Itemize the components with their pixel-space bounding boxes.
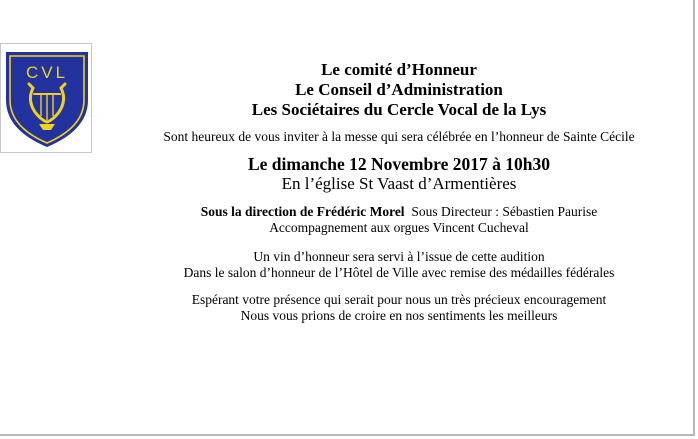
reception-line-1: Un vin d’honneur sera servi à l’issue de cette audition: [253, 249, 545, 264]
cvl-shield-logo: [3, 48, 91, 150]
logo-text: CVL: [25, 63, 69, 82]
invitation-text: Sont heureux de vous inviter à la messe qui sera célébrée en l’honneur de Sainte Cécile: [163, 129, 635, 144]
reception-line-2: Dans le salon d’honneur de l’Hôtel de Ville avec remise des médailles fédérales: [183, 265, 615, 280]
event-place: En l’église St Vaast d’Armentières: [281, 174, 517, 193]
event-date: Le dimanche 12 Novembre 2017 à 10h30: [247, 154, 551, 174]
header-line-3: Les Sociétaires du Cercle Vocal de la Lys: [251, 100, 547, 119]
closing-line-2: Nous vous prions de croire en nos sentiments les meilleurs: [240, 308, 558, 323]
header-line-2: Le Conseil d’Administration: [295, 80, 503, 99]
header-line-1: Le comité d’Honneur: [321, 60, 477, 79]
director: Sous la direction de Frédéric Morel: [200, 204, 405, 219]
direction-line: [100, 204, 698, 220]
sub-director: Sous Directeur : Sébastien Paurise: [411, 204, 598, 219]
invitation-content: [100, 60, 698, 324]
logo-box: [0, 43, 92, 153]
accompaniment: Accompagnement aux orgues Vincent Cucheval: [269, 220, 529, 235]
closing-line-1: Espérant votre présence qui serait pour nous un très précieux encouragement: [191, 292, 607, 307]
